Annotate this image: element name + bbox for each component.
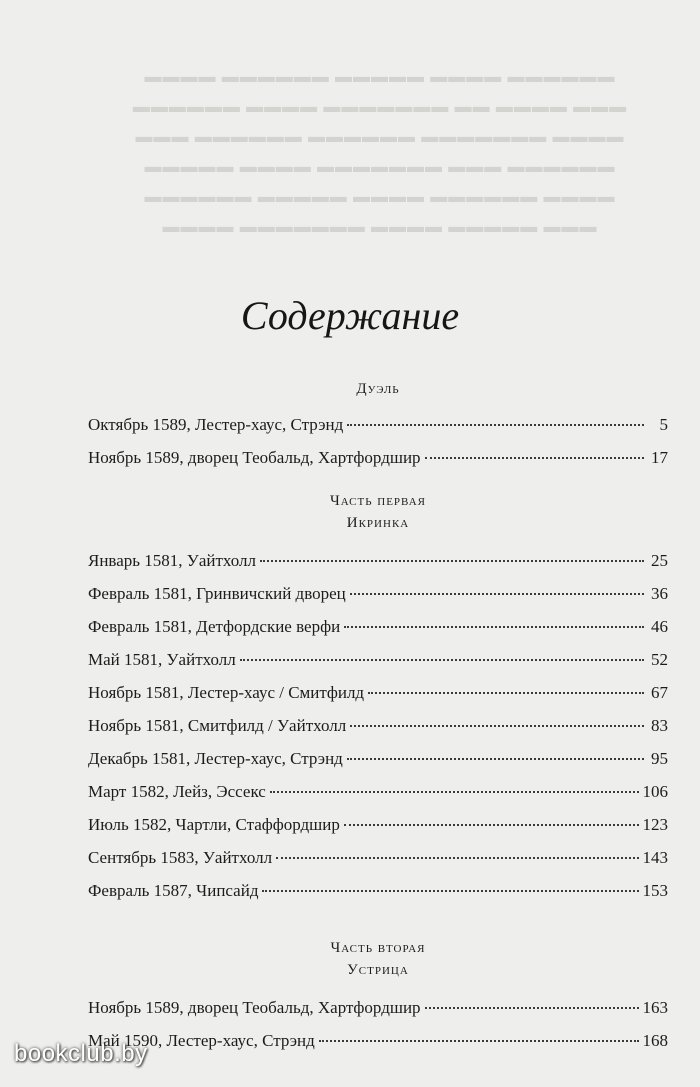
toc-entry[interactable] — [88, 643, 668, 676]
watermark: bookclub.by — [14, 1040, 148, 1067]
toc-entry-page: 52 — [651, 650, 668, 669]
toc-entry-title: Май 1590, Лестер-хаус, Стрэнд — [88, 1031, 315, 1050]
dot-leader — [344, 626, 644, 628]
toc-entry-page: 153 — [642, 881, 668, 900]
dot-leader — [350, 593, 644, 595]
toc-entry-title: Октябрь 1589, Лестер-хаус, Стрэнд — [88, 415, 344, 434]
toc-entry-page: 17 — [651, 448, 668, 467]
toc-entry[interactable] — [88, 841, 668, 874]
bleed-through-texture: ▬▬▬▬ ▬▬▬▬▬▬ ▬▬▬▬▬ ▬▬▬▬ ▬▬▬▬▬▬ ▬▬▬▬▬▬ ▬▬▬▬ ▬▬▬▬▬▬▬ ▬▬ ▬▬▬▬ ▬▬▬ ▬▬▬ ▬▬▬▬▬▬ ▬▬▬▬▬▬ ▬▬▬▬▬▬▬ ▬▬▬▬ ▬▬▬▬▬ ▬▬▬▬ ▬▬▬▬▬▬▬ ▬▬▬ ▬▬▬▬▬▬ ▬▬▬▬▬▬ ▬▬▬▬▬ ▬▬▬▬ ▬▬▬▬▬▬ ▬▬▬▬ ▬▬▬▬ ▬▬▬▬▬▬▬ ▬▬▬▬ ▬▬▬▬▬ ▬▬▬ — [132, 67, 628, 236]
toc-entry-page: 46 — [651, 617, 668, 636]
dot-leader — [347, 424, 644, 426]
toc-entry-title: Февраль 1581, Детфордские верфи — [88, 617, 341, 636]
dot-leader — [270, 791, 639, 793]
toc-entry-page: 168 — [642, 1031, 668, 1050]
dot-leader — [262, 890, 638, 892]
toc-entry[interactable] — [88, 775, 668, 808]
dot-leader — [240, 659, 644, 661]
dot-leader — [319, 1040, 639, 1042]
part-subheading: Устрица — [347, 962, 409, 978]
toc-entry-page: 106 — [642, 782, 668, 801]
toc-entry-page: 143 — [642, 848, 668, 867]
dot-leader — [276, 857, 638, 859]
toc-entry[interactable] — [88, 874, 668, 907]
toc-entry-page: 25 — [651, 551, 668, 570]
dot-leader — [350, 725, 644, 727]
toc-entry[interactable] — [88, 991, 668, 1024]
dot-leader — [368, 692, 644, 694]
toc-entry-title: Февраль 1581, Гринвичский дворец — [88, 584, 346, 603]
toc-entry[interactable] — [88, 709, 668, 742]
toc-entry[interactable] — [88, 408, 668, 441]
dot-leader — [425, 1007, 639, 1009]
toc-entry-title: Ноябрь 1589, дворец Теобальд, Хартфордшир — [88, 998, 421, 1017]
toc-entry-title: Ноябрь 1581, Лестер-хаус / Смитфилд — [88, 683, 365, 702]
toc-entry-title: Январь 1581, Уайтхолл — [88, 551, 256, 570]
toc-entry[interactable] — [88, 1024, 668, 1057]
toc-entry[interactable] — [88, 808, 668, 841]
toc-entry-title: Май 1581, Уайтхолл — [88, 650, 236, 669]
toc-entry-title: Декабрь 1581, Лестер-хаус, Стрэнд — [88, 749, 343, 768]
table-of-contents — [88, 378, 668, 1057]
toc-entry-page: 83 — [651, 716, 668, 735]
part-subheading: Икринка — [346, 515, 410, 531]
toc-entry[interactable] — [88, 441, 668, 474]
toc-entry-page: 123 — [642, 815, 668, 834]
part-heading: Часть первая — [330, 493, 426, 509]
toc-entry[interactable] — [88, 676, 668, 709]
toc-entry-page: 36 — [651, 584, 668, 603]
toc-entry[interactable] — [88, 610, 668, 643]
toc-entry-title: Март 1582, Лейз, Эссекс — [88, 782, 266, 801]
part-heading: Часть вторая — [330, 940, 426, 956]
dot-leader — [425, 457, 644, 459]
dot-leader — [344, 824, 639, 826]
toc-entry-page: 163 — [642, 998, 668, 1017]
toc-entry[interactable] — [88, 544, 668, 577]
contents-title: Содержание — [240, 293, 460, 338]
toc-entry[interactable] — [88, 577, 668, 610]
toc-entry-page: 67 — [651, 683, 668, 702]
toc-entry-title: Июль 1582, Чартли, Стаффордшир — [88, 815, 340, 834]
toc-entry-title: Сентябрь 1583, Уайтхолл — [88, 848, 273, 867]
toc-entry-title: Февраль 1587, Чипсайд — [88, 881, 259, 900]
toc-entry-page: 5 — [659, 415, 668, 434]
toc-entry-title: Ноябрь 1581, Смитфилд / Уайтхолл — [88, 716, 347, 735]
toc-entry[interactable] — [88, 742, 668, 775]
section-heading: Дуэль — [356, 381, 400, 397]
dot-leader — [260, 560, 644, 562]
toc-entry-page: 95 — [651, 749, 668, 768]
toc-entry-title: Ноябрь 1589, дворец Теобальд, Хартфордшир — [88, 448, 421, 467]
dot-leader — [347, 758, 644, 760]
